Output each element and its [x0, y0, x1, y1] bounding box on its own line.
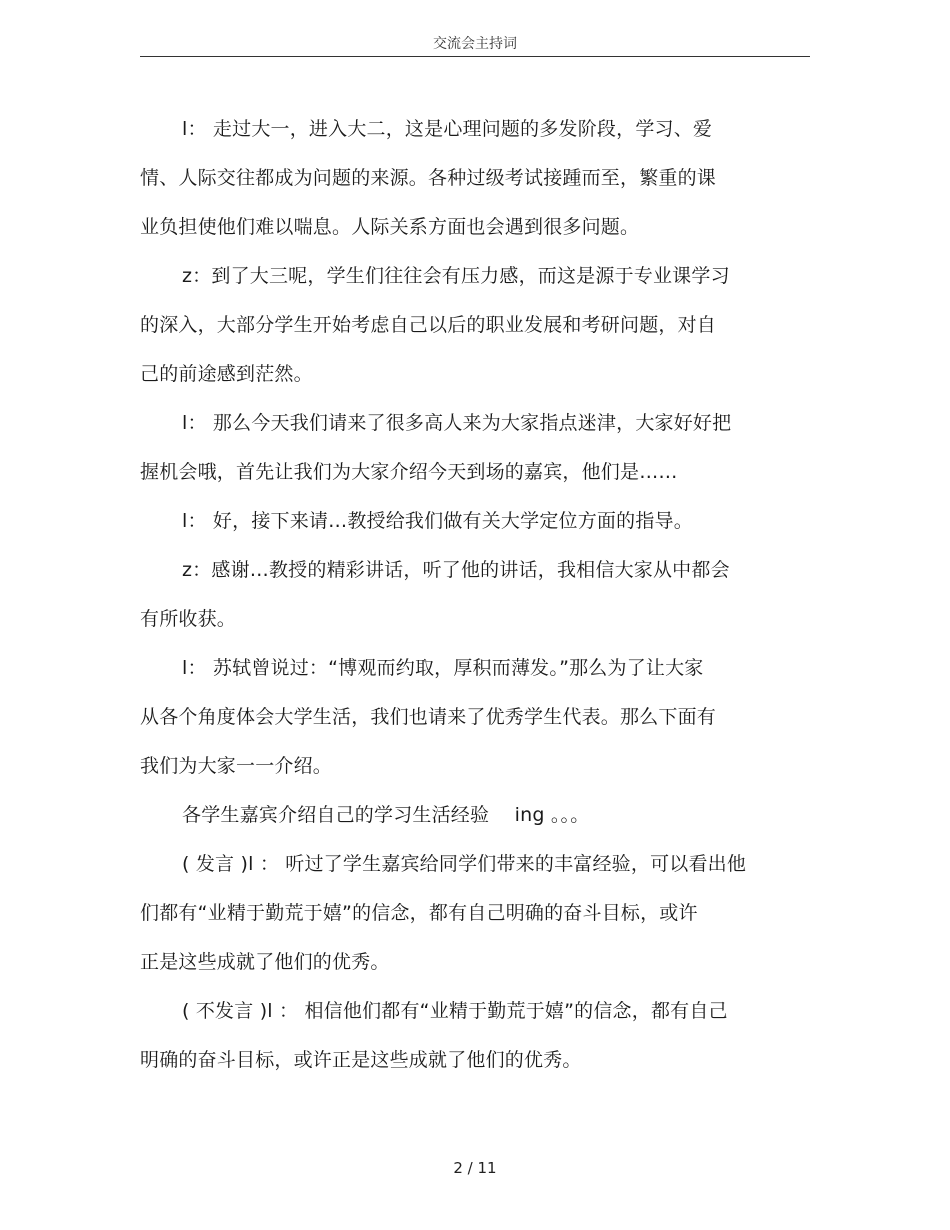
paragraph-line: l： 那么今天我们请来了很多高人来为大家指点迷津，大家好好把 [182, 412, 732, 434]
paragraph-line: 我们为大家一一介绍。 [140, 755, 333, 777]
paragraph-3 [140, 399, 780, 497]
page-header-title: 交流会主持词 [433, 36, 517, 52]
paragraph-line: 明确的奋斗目标，或许正是这些成就了他们的优秀。 [140, 1049, 582, 1071]
paragraph-line: 有所收获。 [140, 608, 237, 630]
header-divider [140, 56, 810, 57]
paragraph-line: ( 发言 )l ： 听过了学生嘉宾给同学们带来的丰富经验，可以看出他 [182, 853, 747, 875]
paragraph-line: z：到了大三呢，学生们往往会有压力感，而这是源于专业课学习 [182, 265, 730, 287]
paragraph-line: 己的前途感到茫然。 [140, 363, 313, 385]
paragraph-line: l： 苏轼曾说过：“博观而约取，厚积而薄发。”那么为了让大家 [182, 657, 704, 679]
paragraph-line: l： 好，接下来请…教授给我们做有关大学定位方面的指导。 [182, 510, 693, 532]
paragraph-4 [140, 497, 780, 546]
paragraph-5 [140, 546, 780, 644]
paragraph-line: 业负担使他们难以喘息。人际关系方面也会遇到很多问题。 [140, 216, 640, 238]
paragraph-9 [140, 987, 780, 1085]
document-body [140, 105, 780, 1085]
paragraph-line: 握机会哦，首先让我们为大家介绍今天到场的嘉宾，他们是…… [140, 461, 678, 483]
paragraph-line: 正是这些成就了他们的优秀。 [140, 951, 390, 973]
paragraph-1 [140, 105, 780, 252]
paragraph-line: 从各个角度体会大学生活，我们也请来了优秀学生代表。那么下面有 [140, 706, 717, 728]
paragraph-line: z：感谢…教授的精彩讲话，听了他的讲话，我相信大家从中都会 [182, 559, 730, 581]
paragraph-line: 的深入，大部分学生开始考虑自己以后的职业发展和考研问题，对自 [140, 314, 717, 336]
paragraph-8 [140, 840, 780, 987]
paragraph-line: 各学生嘉宾介绍自己的学习生活经验 ing 。。。 [182, 804, 590, 826]
paragraph-line: l： 走过大一，进入大二，这是心理问题的多发阶段，学习、爱 [182, 118, 713, 140]
paragraph-2 [140, 252, 780, 399]
paragraph-line: ( 不发言 )l ： 相信他们都有“业精于勤荒于嬉”的信念，都有自己 [182, 1000, 728, 1022]
paragraph-line: 们都有“业精于勤荒于嬉”的信念，都有自己明确的奋斗目标，或许 [140, 902, 698, 924]
paragraph-7 [140, 791, 780, 840]
paragraph-line: 情、人际交往都成为问题的来源。各种过级考试接踵而至，繁重的课 [140, 167, 717, 189]
page-number: 2 / 11 [453, 1159, 497, 1177]
paragraph-6 [140, 644, 780, 791]
